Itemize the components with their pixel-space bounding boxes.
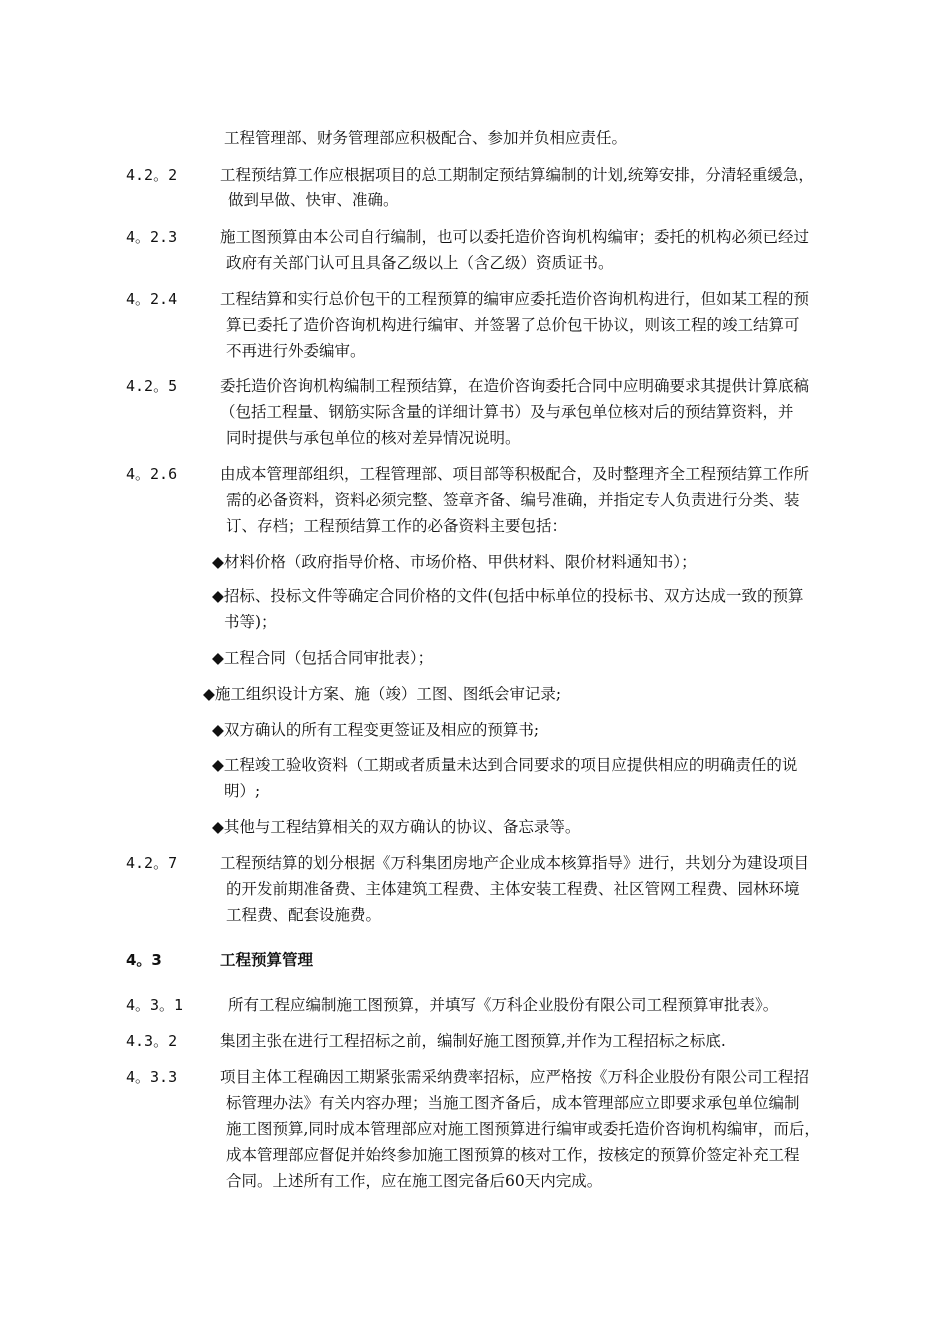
section-number: 4。2.6 <box>126 465 178 483</box>
section-number: 4。3.3 <box>126 1068 178 1086</box>
paragraph-line: 需的必备资料，资料必须完整、签章齐备、编号准确，并指定专人负责进行分类、装 <box>226 491 800 509</box>
paragraph-line: 同时提供与承包单位的核对差异情况说明。 <box>226 429 521 447</box>
bullet-item: ◆工程竣工验收资料（工期或者质量未达到合同要求的项目应提供相应的明确责任的说 <box>212 756 798 774</box>
section-number: 4。2.3 <box>126 228 178 246</box>
bullet-item: ◆双方确认的所有工程变更签证及相应的预算书; <box>212 721 540 739</box>
section-number: 4。3。1 <box>126 996 184 1014</box>
paragraph-line: （包括工程量、钢筋实际含量的详细计算书）及与承包单位核对后的预结算资料，并 <box>220 403 794 421</box>
section-heading: 工程预算管理 <box>220 951 314 969</box>
paragraph-line: 做到早做、快审、准确。 <box>228 191 399 209</box>
paragraph-line: 不再进行外委编审。 <box>226 342 366 360</box>
paragraph-line: 工程结算和实行总价包干的工程预算的编审应委托造价咨询机构进行，但如某工程的预 <box>220 290 810 308</box>
paragraph-line: 算已委托了造价咨询机构进行编审、并签署了总价包干协议，则该工程的竣工结算可 <box>226 316 800 334</box>
paragraph-line: 的开发前期准备费、主体建筑工程费、主体安装工程费、社区管网工程费、园林环境 <box>226 880 800 898</box>
paragraph-line: 工程管理部、财务管理部应积极配合、参加并负相应责任。 <box>224 129 628 147</box>
paragraph-line: 由成本管理部组织，工程管理部、项目部等积极配合，及时整理齐全工程预结算工作所 <box>220 465 810 483</box>
paragraph-line: 工程预结算的划分根据《万科集团房地产企业成本核算指导》进行，共划分为建设项目 <box>220 854 810 872</box>
bullet-item: ◆工程合同（包括合同审批表）； <box>212 649 434 667</box>
bullet-item: ◆招标、投标文件等确定合同价格的文件(包括中标单位的投标书、双方达成一致的预算 <box>212 587 804 605</box>
bullet-item-continuation: 书等)； <box>224 613 277 631</box>
paragraph-line: 标管理办法》有关内容办理；当施工图齐备后，成本管理部应立即要求承包单位编制 <box>226 1094 800 1112</box>
paragraph-line: 所有工程应编制施工图预算，并填写《万科企业股份有限公司工程预算审批表》。 <box>228 996 779 1014</box>
bullet-item: ◆材料价格（政府指导价格、市场价格、甲供材料、限价材料通知书）； <box>212 553 697 571</box>
section-number: 4.2。7 <box>126 854 178 872</box>
section-heading-number: 4。3 <box>126 951 162 969</box>
bullet-item-continuation: 明）; <box>224 782 261 800</box>
paragraph-line: 合同。上述所有工作，应在施工图完备后60天内完成。 <box>226 1172 603 1190</box>
paragraph-line: 工程费、配套设施费。 <box>226 906 382 924</box>
paragraph-line: 委托造价咨询机构编制工程预结算，在造价咨询委托合同中应明确要求其提供计算底稿 <box>220 377 810 395</box>
paragraph-line: 订、存档；工程预结算工作的必备资料主要包括： <box>226 517 568 535</box>
paragraph-line: 集团主张在进行工程招标之前，编制好施工图预算,并作为工程招标之标底. <box>220 1032 726 1050</box>
paragraph-line: 工程预结算工作应根据项目的总工期制定预结算编制的计划,统筹安排，分清轻重缓急， <box>220 166 814 184</box>
paragraph-line: 施工图预算由本公司自行编制，也可以委托造价咨询机构编审；委托的机构必须已经过 <box>220 228 810 246</box>
section-number: 4。2.4 <box>126 290 178 308</box>
section-number: 4.2。5 <box>126 377 178 395</box>
paragraph-line: 项目主体工程确因工期紧张需采纳费率招标，应严格按《万科企业股份有限公司工程招 <box>220 1068 810 1086</box>
paragraph-line: 政府有关部门认可且具备乙级以上（含乙级）资质证书。 <box>226 254 614 272</box>
paragraph-line: 施工图预算,同时成本管理部应对施工图预算进行编审或委托造价咨询机构编审，而后， <box>226 1120 820 1138</box>
bullet-item: ◆施工组织设计方案、施（竣）工图、图纸会审记录; <box>203 685 562 703</box>
paragraph-line: 成本管理部应督促并始终参加施工图预算的核对工作，按核定的预算价签定补充工程 <box>226 1146 800 1164</box>
section-number: 4.3。2 <box>126 1032 178 1050</box>
section-number: 4.2。2 <box>126 166 178 184</box>
bullet-item: ◆其他与工程结算相关的双方确认的协议、备忘录等。 <box>212 818 581 836</box>
